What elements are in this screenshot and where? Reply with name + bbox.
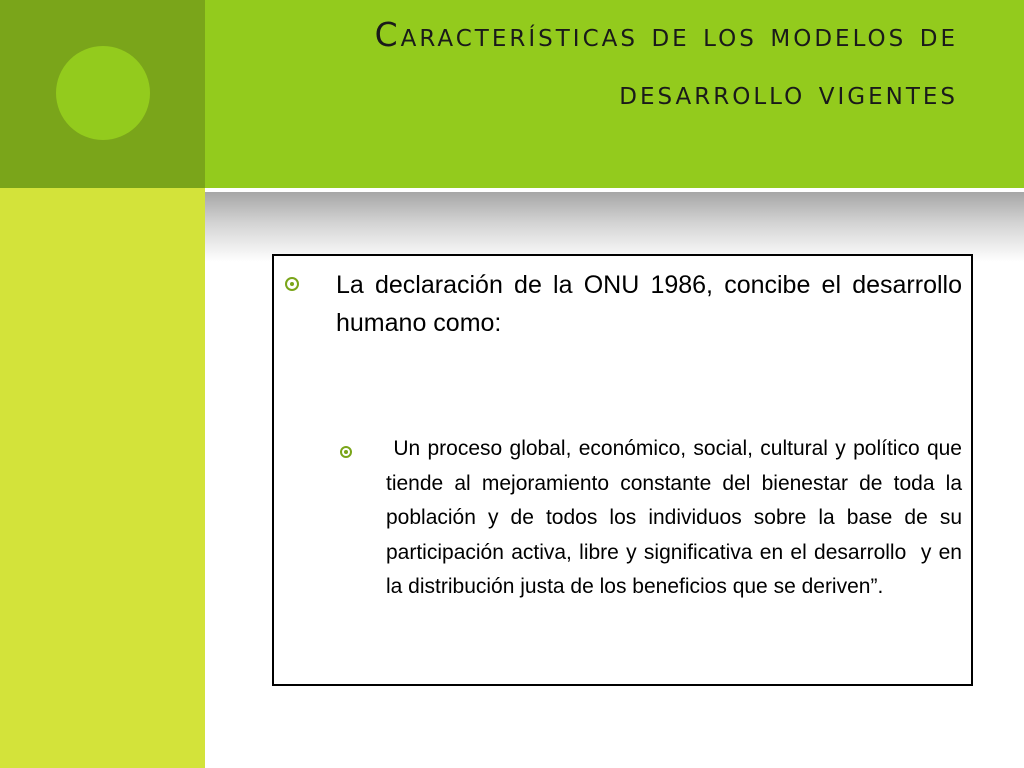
sidebar-top-panel xyxy=(0,0,205,188)
target-bullet-icon xyxy=(340,446,352,458)
target-bullet-icon xyxy=(285,277,299,291)
bullet-text-level-2: Un proceso global, económico, social, cultural y político que tiende al mejoramiento constante del bienestar de toda la población y de todos los individuos sobre la base de su participación activa, libre y significativa en el desarrollo y en la distribución justa de los beneficios que se deriven”. xyxy=(386,437,968,598)
title-shadow-gradient xyxy=(205,192,1024,262)
title-band xyxy=(205,0,1024,188)
slide-title: Características de los modelos de desarrollo vigentes xyxy=(374,15,958,112)
bullet-text-level-1: La declaración de la ONU 1986, concibe el desarrollo humano como: xyxy=(336,271,962,337)
content-box xyxy=(272,254,973,686)
sidebar-bottom-panel xyxy=(0,188,205,768)
decorative-circle xyxy=(56,46,150,140)
